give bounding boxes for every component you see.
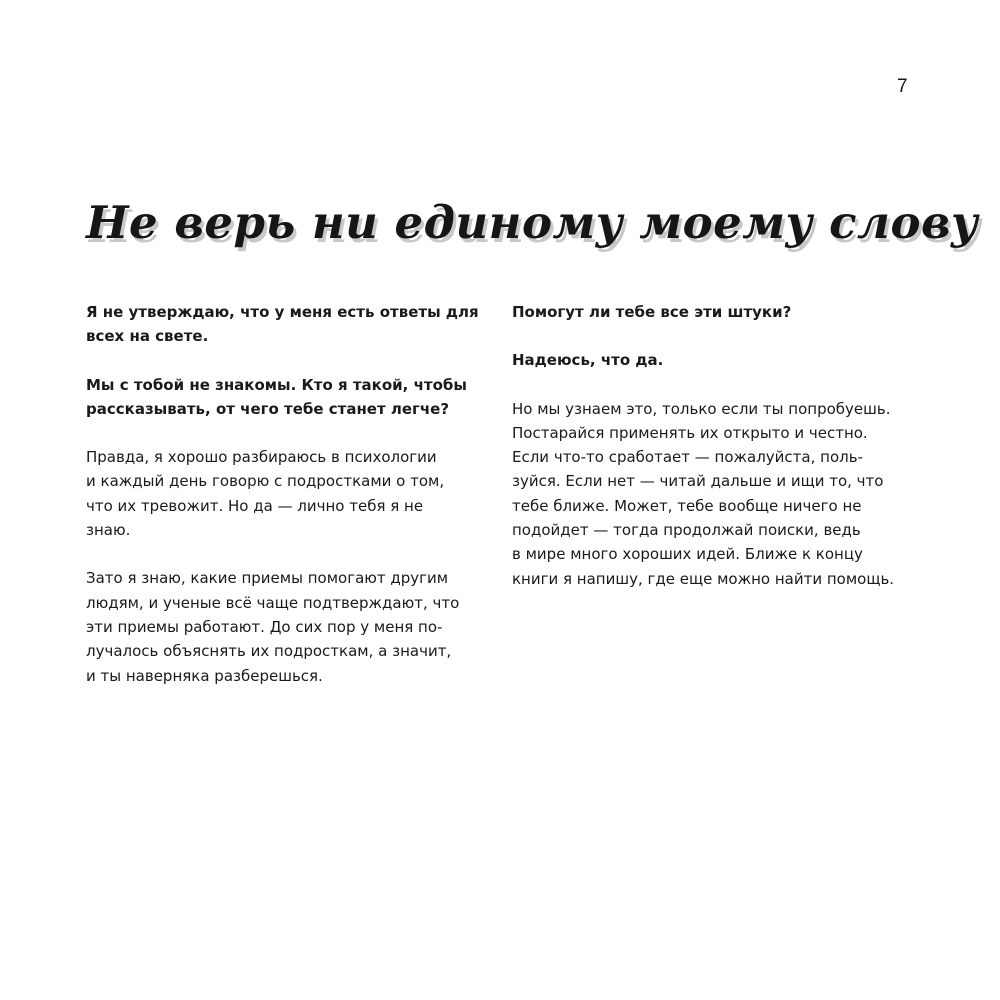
text-line: Помогут ли тебе все эти штуки? bbox=[512, 303, 792, 321]
paragraph-body bbox=[86, 566, 486, 687]
text-line: Я не утверждаю, что у меня есть ответы для bbox=[86, 303, 479, 321]
text-line: книги я напишу, где еще можно найти помощь. bbox=[512, 569, 895, 588]
paragraph-answer bbox=[512, 348, 922, 372]
text-line: эти приемы работают. До сих пор у меня по- bbox=[86, 617, 443, 636]
page-number: 7 bbox=[897, 76, 908, 97]
text-line: зуйся. Если нет — читай дальше и ищи то, что bbox=[512, 472, 884, 491]
paragraph-body bbox=[512, 397, 922, 591]
text-line: Но мы узнаем это, только если ты попробуешь. bbox=[512, 399, 891, 418]
text-line: и ты наверняка разберешься. bbox=[86, 666, 323, 685]
paragraph-body bbox=[86, 445, 486, 542]
text-line: тебе ближе. Может, тебе вообще ничего не bbox=[512, 496, 862, 515]
text-line: рассказывать, от чего тебе станет легче? bbox=[86, 399, 450, 418]
right-column bbox=[512, 300, 922, 615]
text-line: Зато я знаю, какие приемы помогают другим bbox=[86, 569, 449, 588]
text-line: Надеюсь, что да. bbox=[512, 351, 664, 370]
left-column bbox=[86, 300, 486, 712]
paragraph-intro bbox=[86, 300, 486, 349]
paragraph-question bbox=[512, 300, 922, 324]
text-line: всех на свете. bbox=[86, 327, 209, 346]
text-line: что их тревожит. Но да — лично тебя я не bbox=[86, 496, 424, 515]
paragraph-question bbox=[86, 373, 486, 422]
text-line: в мире много хороших идей. Ближе к концу bbox=[512, 545, 863, 564]
text-line: Мы с тобой не знакомы. Кто я такой, чтобы bbox=[86, 375, 467, 394]
text-line: подойдет — тогда продолжай поиски, ведь bbox=[512, 521, 861, 540]
text-line: Правда, я хорошо разбираюсь в психологии bbox=[86, 448, 437, 467]
text-line: лучалось объяснять их подросткам, а значит, bbox=[86, 642, 452, 661]
text-line: и каждый день говорю с подростками о том, bbox=[86, 472, 445, 491]
text-line: Постарайся применять их открыто и честно. bbox=[512, 423, 868, 442]
text-line: Если что-то сработает — пожалуйста, поль- bbox=[512, 448, 863, 467]
text-line: знаю. bbox=[86, 521, 131, 540]
text-line: людям, и ученые всё чаще подтверждают, что bbox=[86, 593, 460, 612]
page-title: Не верь ни единому моему слову bbox=[86, 196, 979, 249]
